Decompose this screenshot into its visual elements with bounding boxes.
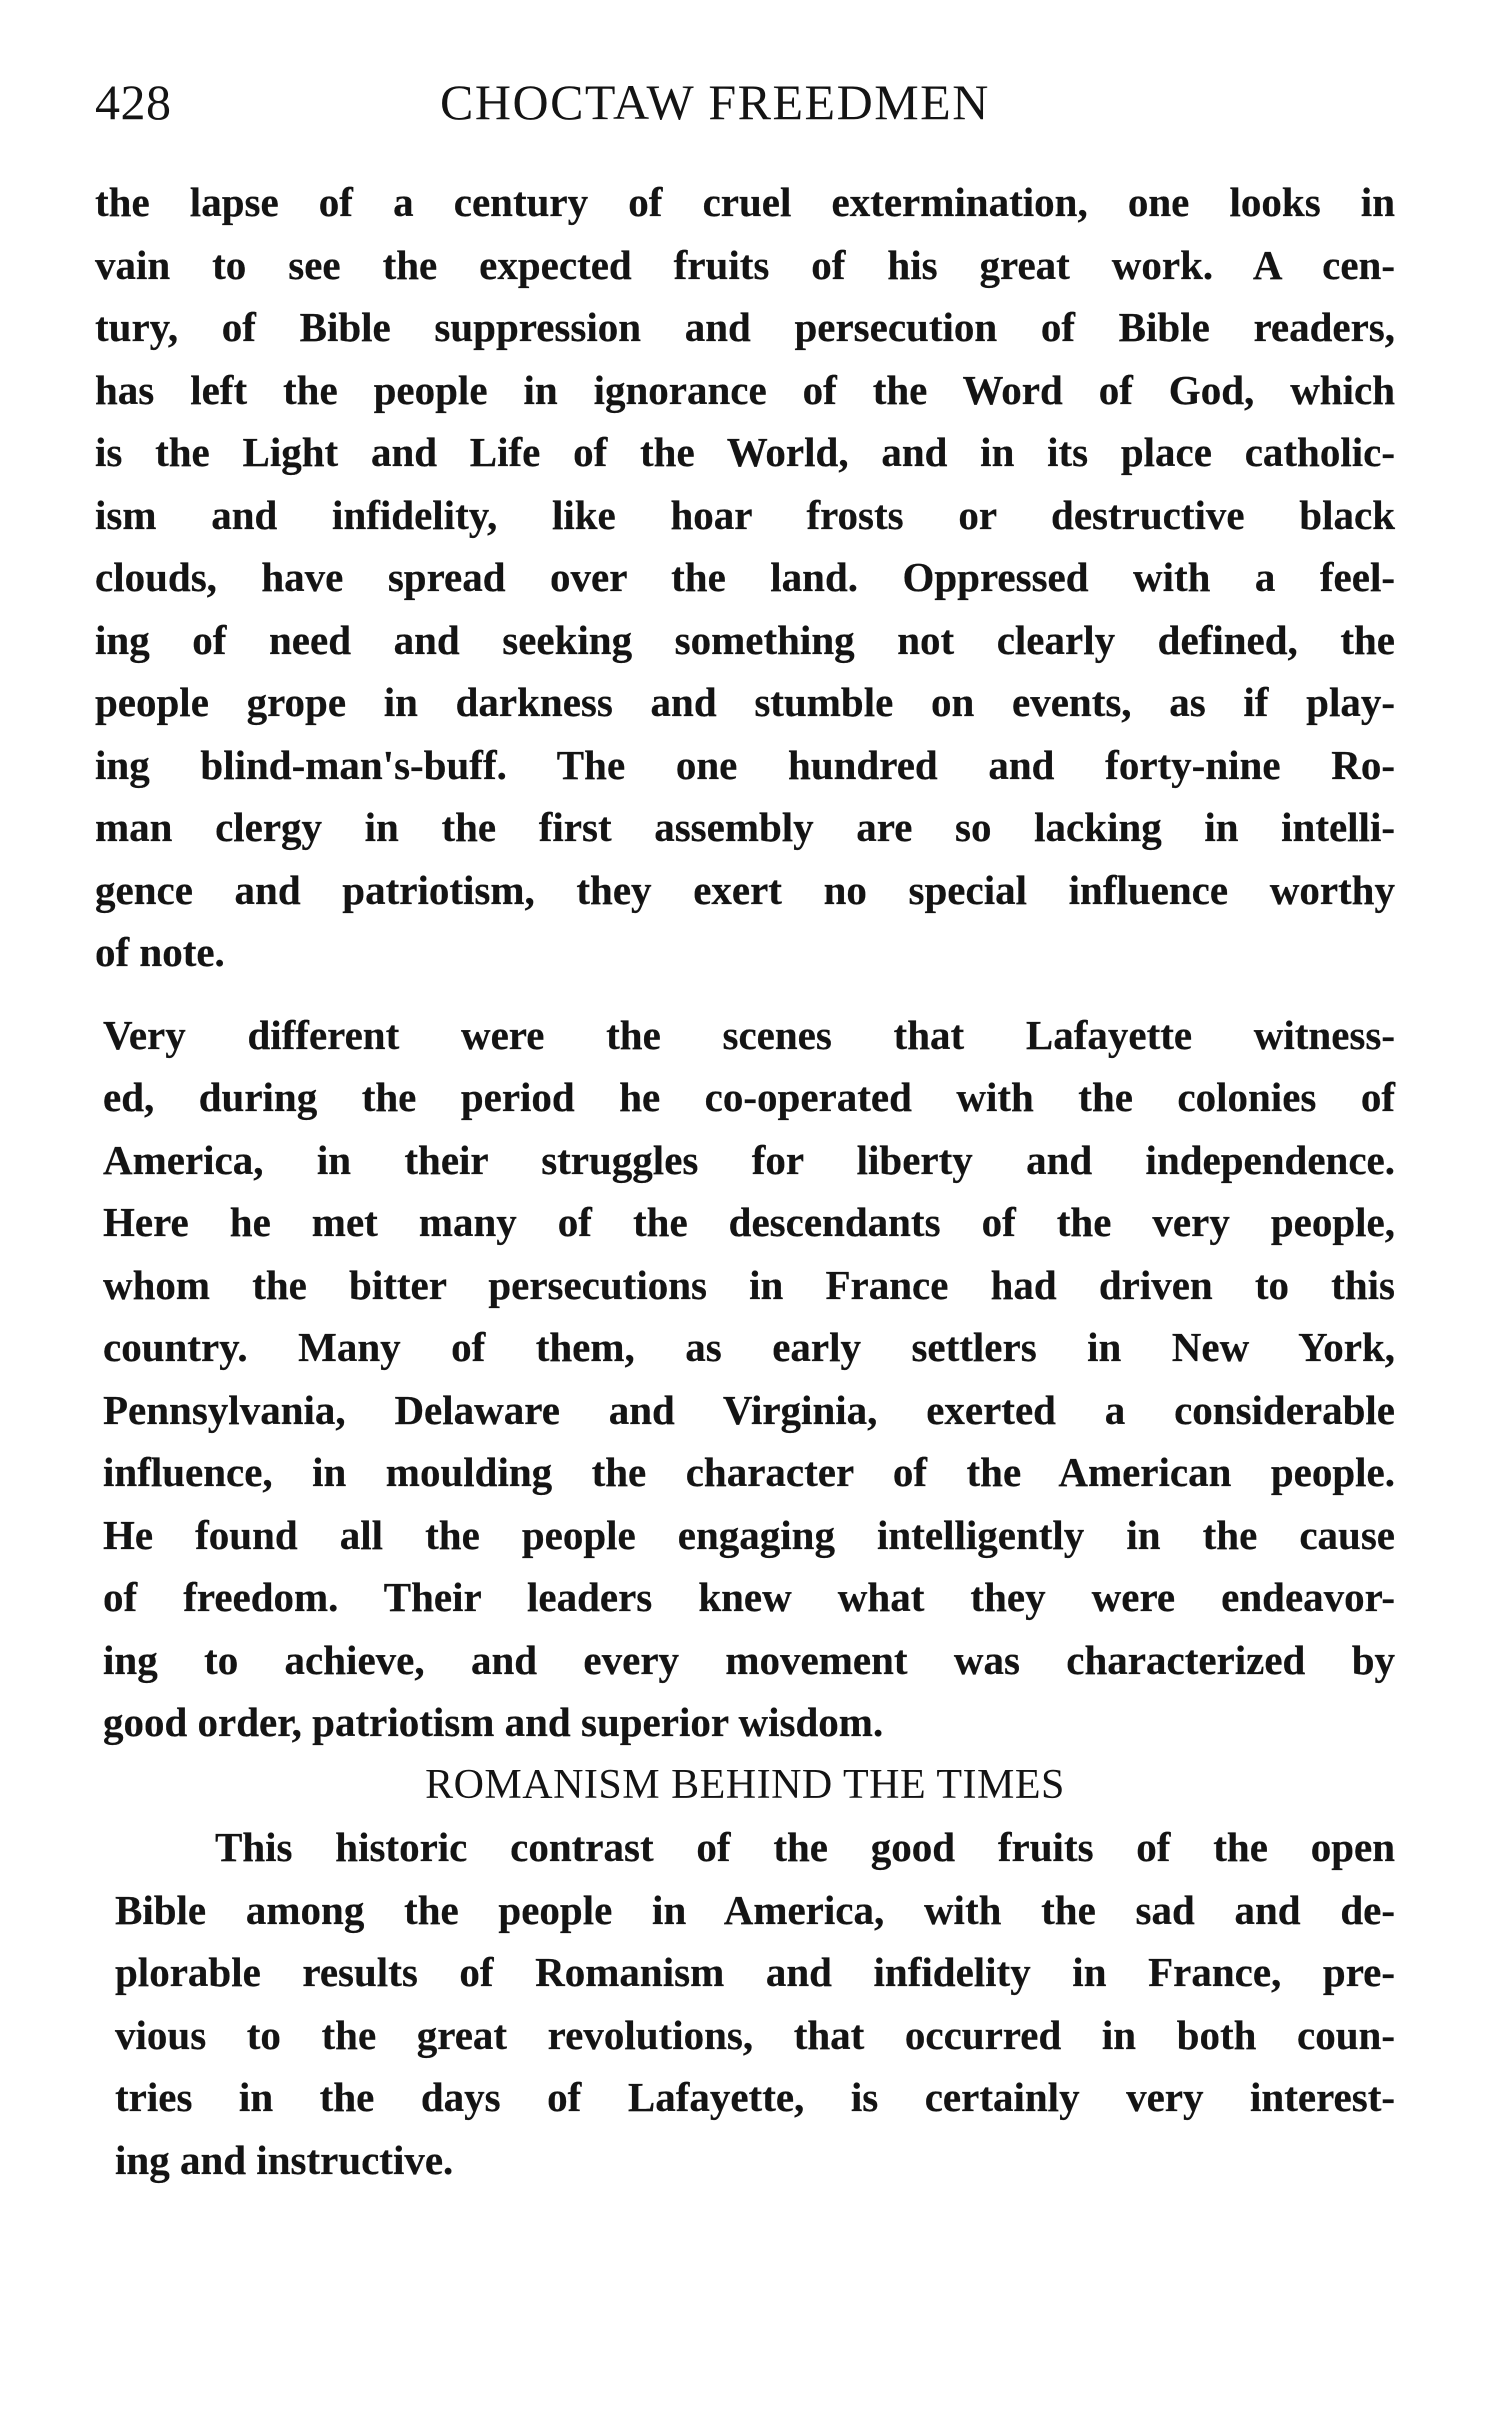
text-line: whom the bitter persecutions in France had driven to this	[103, 1261, 1395, 1308]
text-line: gence and patriotism, they exert no special influence worthy	[95, 866, 1395, 913]
text-line: America, in their struggles for liberty and independence.	[103, 1136, 1395, 1183]
text-line: plorable results of Romanism and infidelity in France, pre-	[115, 1949, 1395, 1995]
running-title: CHOCTAW FREEDMEN	[440, 74, 990, 130]
section-heading: ROMANISM BEHIND THE TIMES	[425, 1761, 1065, 1808]
paragraph-3	[95, 1816, 1395, 2191]
paragraph-1	[95, 171, 1395, 984]
text-line: ed, during the period he co-operated with the colonies of	[103, 1074, 1395, 1120]
running-head	[95, 72, 1395, 132]
text-line: ing to achieve, and every movement was characterized by	[103, 1636, 1395, 1683]
page-number: 428	[95, 74, 172, 130]
text-line: has left the people in ignorance of the Word of God, which	[95, 366, 1395, 413]
paragraph-gap	[95, 984, 1395, 1004]
text-line: ism and infidelity, like hoar frosts or destructive black	[95, 491, 1395, 538]
text-line: vain to see the expected fruits of his great work. A cen-	[95, 241, 1395, 288]
text-line: Here he met many of the descendants of the very people,	[103, 1199, 1395, 1245]
text-line: Bible among the people in America, with the sad and de-	[115, 1886, 1395, 1933]
text-line: is the Light and Life of the World, and in its place catholic-	[95, 429, 1395, 475]
text-line: country. Many of them, as early settlers in New York,	[103, 1324, 1395, 1370]
text-line: of freedom. Their leaders knew what they were endeavor-	[103, 1574, 1395, 1620]
text-line: clouds, have spread over the land. Oppressed with a feel-	[95, 554, 1395, 600]
text-line: Pennsylvania, Delaware and Virginia, exerted a considerable	[103, 1386, 1395, 1433]
text-line: influence, in moulding the character of the American people.	[103, 1449, 1395, 1495]
text-line: vious to the great revolutions, that occurred in both coun-	[115, 2011, 1395, 2058]
text-line: good order, patriotism and superior wisdom.	[103, 1699, 884, 1745]
text-line: of note.	[95, 929, 225, 975]
text-line: tries in the days of Lafayette, is certainly very interest-	[115, 2074, 1395, 2120]
text-line: ing and instructive.	[115, 2136, 454, 2183]
text-line: man clergy in the first assembly are so lacking in intelli-	[95, 804, 1395, 850]
text-line: Very different were the scenes that Lafayette witness-	[103, 1011, 1395, 1058]
text-line: people grope in darkness and stumble on events, as if play-	[95, 679, 1395, 725]
body-text	[95, 171, 1395, 2191]
text-line: This historic contrast of the good fruits of the open	[215, 1824, 1395, 1870]
text-line: He found all the people engaging intelligently in the cause	[103, 1511, 1395, 1558]
text-line: ing blind-man's-buff. The one hundred and forty-nine Ro-	[95, 741, 1395, 788]
text-line: the lapse of a century of cruel extermination, one looks in	[95, 179, 1395, 225]
text-line: tury, of Bible suppression and persecution of Bible readers,	[95, 304, 1395, 350]
paragraph-2	[95, 1004, 1395, 1754]
text-line: ing of need and seeking something not clearly defined, the	[95, 616, 1395, 663]
